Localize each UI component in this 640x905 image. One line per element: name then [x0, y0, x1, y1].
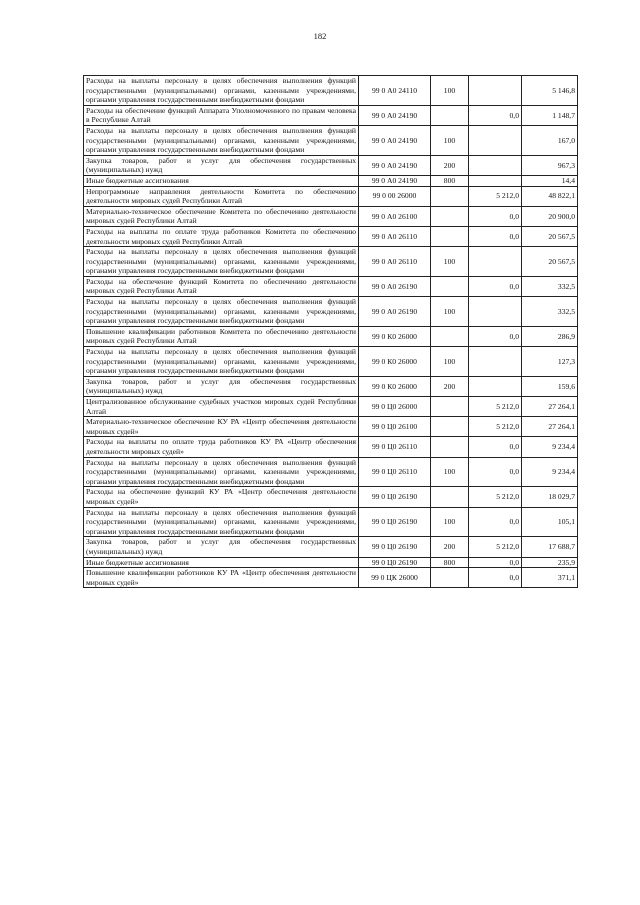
table-row [84, 437, 578, 457]
amount-a-cell: 0,0 [469, 457, 522, 487]
amount-a-cell: 0,0 [469, 105, 522, 125]
expense-name-cell: Расходы на обеспечение функций Аппарата Уполномоченного по правам человека в Республике Алтай [84, 105, 359, 125]
target-code-cell: 99 0 А0 26190 [359, 297, 431, 327]
table-row [84, 297, 578, 327]
amount-a-cell [469, 175, 522, 186]
expense-type-cell [431, 226, 469, 246]
target-code-cell: 99 0 А0 24110 [359, 76, 431, 106]
expense-name-cell: Расходы на выплаты персоналу в целях обеспечения выполнения функций государственными (муниципальными) органами, казенными учреждениями, органами управления государственными внебюджетными фондами [84, 247, 359, 277]
expense-name-cell: Расходы на выплаты персоналу в целях обеспечения выполнения функций государственными (муниципальными) органами, казенными учреждениями, органами управления государственными внебюджетными фондами [84, 507, 359, 537]
amount-a-cell [469, 347, 522, 377]
expense-name-cell: Повышение квалификации работников Комитета по обеспечению деятельности мировых судей Республики Алтай [84, 326, 359, 346]
table-row [84, 226, 578, 246]
expense-name-cell: Материально-техническое обеспечение КУ РА «Центр обеспечения деятельности мировых судей» [84, 417, 359, 437]
amount-a-cell: 5 212,0 [469, 487, 522, 507]
target-code-cell: 99 0 Ц0 26190 [359, 507, 431, 537]
table-row [84, 507, 578, 537]
amount-a-cell: 5 212,0 [469, 417, 522, 437]
table-row [84, 537, 578, 557]
amount-b-cell: 371,1 [522, 568, 578, 588]
table-row [84, 347, 578, 377]
expense-name-cell: Расходы на выплаты персоналу в целях обеспечения выполнения функций государственными (муниципальными) органами, казенными учреждениями, органами управления государственными внебюджетными фондами [84, 125, 359, 155]
expense-name-cell: Расходы на выплаты по оплате труда работников КУ РА «Центр обеспечения деятельности мировых судей» [84, 437, 359, 457]
amount-b-cell: 20 567,5 [522, 247, 578, 277]
amount-a-cell: 0,0 [469, 326, 522, 346]
amount-a-cell [469, 155, 522, 175]
expense-type-cell [431, 487, 469, 507]
target-code-cell: 99 0 К0 26000 [359, 376, 431, 396]
page-number: 182 [313, 31, 327, 41]
amount-a-cell: 5 212,0 [469, 397, 522, 417]
table-row [84, 247, 578, 277]
expense-type-cell: 100 [431, 125, 469, 155]
target-code-cell: 99 0 А0 24190 [359, 125, 431, 155]
expense-name-cell: Централизованное обслуживание судебных участков мировых судей Республики Алтай [84, 397, 359, 417]
target-code-cell: 99 0 Ц0 26110 [359, 437, 431, 457]
expense-type-cell: 800 [431, 557, 469, 568]
amount-a-cell: 0,0 [469, 568, 522, 588]
target-code-cell: 99 0 А0 24190 [359, 175, 431, 186]
target-code-cell: 99 0 А0 26100 [359, 206, 431, 226]
budget-table [83, 75, 578, 588]
amount-a-cell: 0,0 [469, 226, 522, 246]
target-code-cell: 99 0 Ц0 26190 [359, 537, 431, 557]
amount-b-cell: 332,5 [522, 276, 578, 296]
expense-type-cell: 100 [431, 247, 469, 277]
expense-type-cell [431, 568, 469, 588]
amount-a-cell [469, 376, 522, 396]
amount-a-cell [469, 297, 522, 327]
expense-type-cell: 100 [431, 347, 469, 377]
expense-type-cell: 200 [431, 537, 469, 557]
amount-a-cell [469, 125, 522, 155]
target-code-cell: 99 0 Ц0 26000 [359, 397, 431, 417]
target-code-cell: 99 0 00 26000 [359, 186, 431, 206]
expense-type-cell: 100 [431, 297, 469, 327]
amount-b-cell: 105,1 [522, 507, 578, 537]
amount-b-cell: 9 234,4 [522, 437, 578, 457]
amount-a-cell: 0,0 [469, 557, 522, 568]
target-code-cell: 99 0 А0 26110 [359, 247, 431, 277]
expense-name-cell: Расходы на обеспечение функций КУ РА «Центр обеспечения деятельности мировых судей» [84, 487, 359, 507]
table-row [84, 457, 578, 487]
amount-b-cell: 286,9 [522, 326, 578, 346]
expense-type-cell: 100 [431, 457, 469, 487]
target-code-cell: 99 0 ЦК 26000 [359, 568, 431, 588]
table-row [84, 175, 578, 186]
amount-b-cell: 332,5 [522, 297, 578, 327]
target-code-cell: 99 0 А0 24190 [359, 105, 431, 125]
table-row [84, 568, 578, 588]
table-row [84, 105, 578, 125]
amount-b-cell: 127,3 [522, 347, 578, 377]
table-row [84, 557, 578, 568]
expense-type-cell: 200 [431, 376, 469, 396]
expense-type-cell: 100 [431, 507, 469, 537]
expense-name-cell: Расходы на выплаты персоналу в целях обеспечения выполнения функций государственными (муниципальными) органами, казенными учреждениями, органами управления государственными внебюджетными фондами [84, 76, 359, 106]
expense-name-cell: Иные бюджетные ассигнования [84, 557, 359, 568]
amount-b-cell: 235,9 [522, 557, 578, 568]
amount-b-cell: 159,6 [522, 376, 578, 396]
table-row [84, 276, 578, 296]
amount-b-cell: 18 029,7 [522, 487, 578, 507]
amount-b-cell: 967,3 [522, 155, 578, 175]
expense-type-cell [431, 326, 469, 346]
expense-name-cell: Материально-техническое обеспечение Комитета по обеспечению деятельности мировых судей Республики Алтай [84, 206, 359, 226]
target-code-cell: 99 0 Ц0 26190 [359, 557, 431, 568]
expense-name-cell: Расходы на обеспечение функций Комитета по обеспечению деятельности мировых судей Республики Алтай [84, 276, 359, 296]
table-row [84, 206, 578, 226]
expense-type-cell [431, 105, 469, 125]
amount-b-cell: 20 567,5 [522, 226, 578, 246]
expense-type-cell [431, 276, 469, 296]
amount-b-cell: 17 688,7 [522, 537, 578, 557]
expense-type-cell: 100 [431, 76, 469, 106]
target-code-cell: 99 0 А0 26190 [359, 276, 431, 296]
expense-type-cell: 200 [431, 155, 469, 175]
table-row [84, 487, 578, 507]
amount-b-cell: 167,0 [522, 125, 578, 155]
budget-table-body [84, 76, 578, 588]
table-row [84, 376, 578, 396]
expense-name-cell: Расходы на выплаты персоналу в целях обеспечения выполнения функций государственными (муниципальными) органами, казенными учреждениями, органами управления государственными внебюджетными фондами [84, 297, 359, 327]
amount-a-cell [469, 247, 522, 277]
expense-name-cell: Закупка товаров, работ и услуг для обеспечения государственных (муниципальных) нужд [84, 155, 359, 175]
table-row [84, 417, 578, 437]
expense-type-cell [431, 186, 469, 206]
amount-b-cell: 1 148,7 [522, 105, 578, 125]
amount-a-cell [469, 76, 522, 106]
expense-type-cell [431, 437, 469, 457]
expense-name-cell: Закупка товаров, работ и услуг для обеспечения государственных (муниципальных) нужд [84, 537, 359, 557]
expense-type-cell [431, 206, 469, 226]
amount-a-cell: 5 212,0 [469, 537, 522, 557]
amount-b-cell: 9 234,4 [522, 457, 578, 487]
expense-type-cell [431, 397, 469, 417]
table-row [84, 125, 578, 155]
expense-name-cell: Расходы на выплаты по оплате труда работников Комитета по обеспечению деятельности мировых судей Республики Алтай [84, 226, 359, 246]
target-code-cell: 99 0 Ц0 26190 [359, 487, 431, 507]
amount-a-cell: 0,0 [469, 206, 522, 226]
amount-b-cell: 14,4 [522, 175, 578, 186]
amount-b-cell: 27 264,1 [522, 397, 578, 417]
table-row [84, 76, 578, 106]
table-row [84, 155, 578, 175]
table-row [84, 186, 578, 206]
amount-b-cell: 20 900,0 [522, 206, 578, 226]
amount-a-cell: 0,0 [469, 276, 522, 296]
amount-a-cell: 0,0 [469, 437, 522, 457]
expense-name-cell: Непрограммные направления деятельности Комитета по обеспечению деятельности мировых судей Республики Алтай [84, 186, 359, 206]
target-code-cell: 99 0 К0 26000 [359, 326, 431, 346]
expense-name-cell: Расходы на выплаты персоналу в целях обеспечения выполнения функций государственными (муниципальными) органами, казенными учреждениями, органами управления государственными внебюджетными фондами [84, 457, 359, 487]
amount-b-cell: 48 822,1 [522, 186, 578, 206]
expense-name-cell: Повышение квалификации работников КУ РА «Центр обеспечения деятельности мировых судей» [84, 568, 359, 588]
expense-type-cell: 800 [431, 175, 469, 186]
expense-name-cell: Иные бюджетные ассигнования [84, 175, 359, 186]
table-row [84, 326, 578, 346]
amount-b-cell: 27 264,1 [522, 417, 578, 437]
target-code-cell: 99 0 Ц0 26110 [359, 457, 431, 487]
expense-name-cell: Расходы на выплаты персоналу в целях обеспечения выполнения функций государственными (муниципальными) органами, казенными учреждениями, органами управления государственными внебюджетными фондами [84, 347, 359, 377]
target-code-cell: 99 0 Ц0 26100 [359, 417, 431, 437]
amount-b-cell: 5 146,8 [522, 76, 578, 106]
target-code-cell: 99 0 К0 26000 [359, 347, 431, 377]
amount-a-cell: 0,0 [469, 507, 522, 537]
amount-a-cell: 5 212,0 [469, 186, 522, 206]
target-code-cell: 99 0 А0 26110 [359, 226, 431, 246]
table-row [84, 397, 578, 417]
expense-type-cell [431, 417, 469, 437]
target-code-cell: 99 0 А0 24190 [359, 155, 431, 175]
expense-name-cell: Закупка товаров, работ и услуг для обеспечения государственных (муниципальных) нужд [84, 376, 359, 396]
